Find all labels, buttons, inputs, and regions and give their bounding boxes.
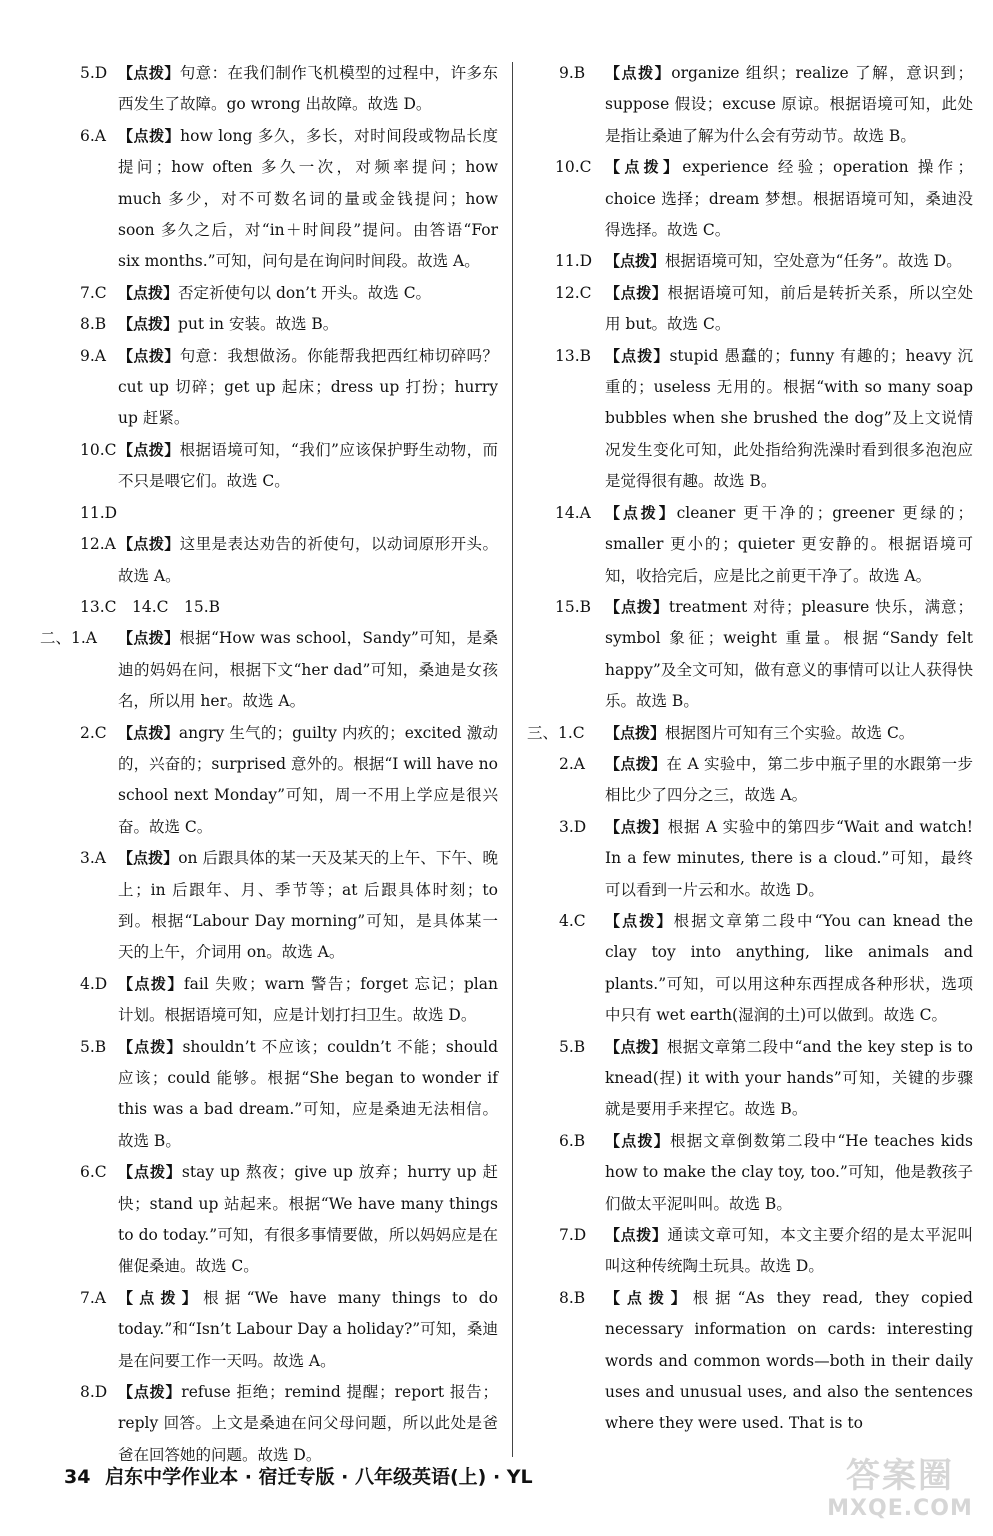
explanation-text: 在 A 实验中，第二步中瓶子里的水跟第一步相比少了四分之三，故选 A。: [605, 754, 973, 805]
answer-item: [40, 529, 498, 592]
hint-label: 【点拨】: [118, 346, 180, 365]
answer-number: 7.A: [80, 1288, 106, 1307]
hint-label: 【点拨】: [605, 1131, 670, 1150]
explanation-text: 句意：在我们制作飞机模型的过程中，许多东西发生了故障。go wrong 出故障。故选 D。: [118, 64, 498, 114]
answer-number: 4.D: [80, 974, 108, 993]
answer-item: [40, 623, 498, 717]
left-answer-column: [40, 58, 498, 1471]
answer-number: 7.C: [80, 283, 107, 302]
answer-number: 7.D: [559, 1226, 587, 1245]
watermark-url: MXQE.COM: [827, 1496, 973, 1521]
right-answer-column: [527, 58, 973, 1440]
hint-label: 【点拨】: [605, 283, 668, 302]
answer-item: [527, 718, 973, 749]
answer-item: [40, 1157, 498, 1283]
explanation-text: stupid 愚蠢的；funny 有趣的；heavy 沉重的；useless 无用的。根据“with so many soap bubbles when she brushed the dog”及上文说情况发生变化可知，此处指给狗洗澡时看到很多泡泡应是觉得很有趣。故选 B。: [605, 346, 973, 491]
explanation-text: refuse 拒绝；remind 提醒；report 报告；reply 回答。上文是桑迪在问父母问题，所以此处是爸爸在回答她的问题。故选 D。: [118, 1383, 498, 1464]
hint-label: 【点拨】: [605, 817, 668, 836]
explanation-text: 根据语境可知，前后是转折关系，所以空处用 but。故选 C。: [605, 283, 973, 334]
book-title: 启东中学作业本 · 宿迁专版 · 八年级英语(上) · YL: [105, 1466, 533, 1488]
answer-number: 8.B: [559, 1288, 586, 1307]
answer-item: [527, 812, 973, 906]
explanation-text: 根据文章第二段中“You can knead the clay toy into anything, like animals and plants.”可知，可以用这种东西捏成各种形状，选项中只有 wet earth(湿润的土)可以做到。故选 C。: [605, 911, 973, 1025]
hint-label: 【点拨】: [118, 283, 179, 302]
explanation-text: 根据文章倒数第二段中“He teaches kids how to make the clay toy, too.”可知，他是教孩子们做太平泥叫叫。故选 B。: [605, 1131, 973, 1213]
answer-number: 8.D: [80, 1383, 108, 1402]
hint-label: 【点拨】: [605, 754, 667, 773]
answer-item: [40, 278, 498, 309]
answer-number: 9.A: [80, 346, 106, 365]
answer-number: 6.C: [80, 1163, 107, 1182]
answer-number: 5.D: [80, 64, 108, 82]
answer-item: [40, 1032, 498, 1158]
answer-number: 5.B: [80, 1037, 107, 1056]
hint-label: 【点拨】: [605, 597, 669, 616]
answer-number: 6.B: [559, 1131, 586, 1150]
answer-item: [40, 592, 498, 623]
hint-label: 【点拨】: [605, 1288, 693, 1307]
answer-item: [527, 1283, 973, 1440]
answer-item: [40, 58, 498, 121]
answer-number: 13.B: [555, 346, 592, 365]
answer-number: 3.D: [559, 817, 587, 836]
explanation-text: 根据语境可知，“我们”应该保护野生动物，而不只是喂它们。故选 C。: [118, 440, 498, 491]
hint-label: 【点拨】: [605, 252, 666, 271]
answer-number: 二、1.A: [40, 629, 97, 648]
page-number: 34: [64, 1466, 91, 1488]
explanation-text: experience 经验；operation 操作；choice 选择；dream 梦想。根据语境可知，桑迪没得选择。故选 C。: [605, 158, 973, 240]
answer-number: 11.D: [555, 252, 593, 271]
answer-number: 4.C: [559, 911, 586, 930]
explanation-text: 根据文章第二段中“and the key step is to knead(捏) it with your hands”可知，关键的步骤就是要用手来捏它。故选 B。: [605, 1037, 973, 1119]
answer-number: 8.B: [80, 315, 107, 334]
answer-item: [40, 121, 498, 278]
answer-item: [40, 969, 498, 1032]
hint-label: 【点拨】: [118, 849, 179, 868]
answer-item: [527, 278, 973, 341]
hint-label: 【点拨】: [605, 346, 670, 365]
answer-item: [40, 309, 498, 340]
explanation-text: stay up 熬夜；give up 放弃；hurry up 赶快；stand up 站起来。根据“We have many things to do today.”可知，有很多事情要做，所以妈妈应是在催促桑迪。故选 C。: [118, 1163, 498, 1276]
hint-label: 【点拨】: [118, 1037, 183, 1056]
explanation-text: 通读文章可知，本文主要介绍的是太平泥叫叫这种传统陶土玩具。故选 D。: [605, 1226, 973, 1276]
explanation-text: cleaner 更干净的；greener 更绿的；smaller 更小的；quieter 更安静的。根据语境可知，收拾完后，应是比之前更干净了。故选 A。: [605, 503, 973, 585]
answer-item: [40, 435, 498, 498]
answer-item: [40, 1377, 498, 1471]
hint-label: 【点拨】: [118, 1288, 204, 1307]
explanation-text: 根据语境可知，空处意为“任务”。故选 D。: [665, 252, 962, 271]
explanation-text: on 后跟具体的某一天及某天的上午、下午、晚上；in 后跟年、月、季节等；at 后跟具体时刻；to 到。根据“Labour Day morning”可知，是具体某一天的上午，介词用 on。故选 A。: [118, 849, 498, 962]
hint-label: 【点拨】: [118, 629, 180, 648]
answer-item: [527, 749, 973, 812]
explanation-text: 这里是表达劝告的祈使句，以动词原形开头。故选 A。: [118, 535, 498, 585]
hint-label: 【点拨】: [605, 158, 683, 177]
answer-item: [527, 1220, 973, 1283]
column-divider: [512, 62, 513, 1457]
explanation-text: put in 安装。故选 B。: [178, 315, 339, 334]
hint-label: 【点拨】: [118, 64, 180, 82]
answer-item: [40, 498, 498, 529]
answer-item: [527, 906, 973, 1032]
explanation-text: 根据图片可知有三个实验。故选 C。: [665, 723, 915, 742]
hint-label: 【点拨】: [605, 1037, 667, 1056]
answer-number: 三、1.C: [527, 723, 585, 742]
hint-label: 【点拨】: [118, 440, 180, 459]
answer-item: [527, 1126, 973, 1220]
answer-number: 15.B: [555, 597, 592, 616]
page-footer: [64, 1462, 533, 1489]
answer-item: [527, 341, 973, 498]
explanation-text: angry 生气的；guilty 内疚的；excited 激动的，兴奋的；surprised 意外的。根据“I will have no school next Monday”可知，周一不用上学应是很兴奋。故选 C。: [118, 723, 498, 836]
answer-item: [40, 341, 498, 435]
hint-label: 【点拨】: [118, 1163, 182, 1182]
answer-number: 13.C 14.C 15.B: [80, 597, 221, 616]
hint-label: 【点拨】: [605, 723, 666, 742]
watermark-logo: [825, 1456, 975, 1528]
answer-number: 5.B: [559, 1037, 586, 1056]
explanation-text: fail 失败；warn 警告；forget 忘记；plan 计划。根据语境可知，应是计划打扫卫生。故选 D。: [118, 974, 498, 1025]
explanation-text: treatment 对待；pleasure 快乐，满意；symbol 象征；weight 重量。根据“Sandy felt happy”及全文可知，做有意义的事情可以让人获得快乐。故选 B。: [605, 597, 973, 711]
answer-item: [527, 592, 973, 718]
answer-number: 11.D: [80, 503, 118, 522]
hint-label: 【点拨】: [605, 64, 672, 82]
answer-number: 6.A: [80, 126, 106, 145]
answer-item: [527, 246, 973, 277]
hint-label: 【点拨】: [118, 315, 179, 334]
answer-number: 3.A: [80, 849, 106, 868]
explanation-text: 根据 A 实验中的第四步“Wait and watch! In a few minutes, there is a cloud.”可知，最终可以看到一片云和水。故选 D。: [605, 817, 973, 899]
hint-label: 【点拨】: [605, 911, 674, 930]
hint-label: 【点拨】: [118, 723, 179, 742]
answer-number: 9.B: [559, 64, 586, 82]
answer-item: [527, 1032, 973, 1126]
answer-number: 2.A: [559, 754, 585, 773]
answer-item: [40, 718, 498, 844]
hint-label: 【点拨】: [118, 974, 184, 993]
explanation-text: 否定祈使句以 don’t 开头。故选 C。: [178, 283, 432, 302]
answer-number: 10.C: [80, 440, 117, 459]
hint-label: 【点拨】: [605, 503, 677, 522]
hint-label: 【点拨】: [118, 126, 181, 145]
explanation-text: how long 多久，多长，对时间段或物品长度提问；how often 多久一次，对频率提问；how much 多少，对不可数名词的量或金钱提问；how soon 多久之后，对“in＋时间段”提问。由答语“For six months.”可知，问句是在询问时间段。故选 A。: [118, 126, 498, 271]
answer-item: [527, 498, 973, 592]
answer-item: [40, 843, 498, 969]
answer-item: [527, 152, 973, 246]
hint-label: 【点拨】: [118, 535, 180, 554]
answer-number: 14.A: [555, 503, 591, 522]
watermark-logo-text: 答案圈: [846, 1456, 954, 1496]
explanation-text: 句意：我想做汤。你能帮我把西红柿切碎吗？cut up 切碎；get up 起床；dress up 打扮；hurry up 赶紧。: [118, 346, 498, 428]
explanation-text: 根据“We have many things to do today.”和“Isn’t Labour Day a holiday?”可知，桑迪是在问要工作一天吗。故选 A。: [118, 1288, 498, 1370]
explanation-text: organize 组织；realize 了解，意识到；suppose 假设；excuse 原谅。根据语境可知，此处是指让桑迪了解为什么会有劳动节。故选 B。: [605, 64, 973, 145]
hint-label: 【点拨】: [118, 1383, 182, 1402]
explanation-text: 根据“How was school，Sandy”可知，是桑迪的妈妈在问，根据下文“her dad”可知，桑迪是女孩名，所以用 her。故选 A。: [118, 629, 498, 711]
hint-label: 【点拨】: [605, 1226, 668, 1245]
answer-item: [40, 1283, 498, 1377]
answer-item: [527, 58, 973, 152]
answer-number: 2.C: [80, 723, 107, 742]
explanation-text: 根据“As they read, they copied necessary information on cards: interesting words and common words—both in their daily uses and unusual uses, and also the sentences where they were used. That is to: [605, 1288, 973, 1433]
answer-number: 12.A: [80, 535, 116, 554]
answer-number: 12.C: [555, 283, 592, 302]
answer-number: 10.C: [555, 158, 592, 177]
explanation-text: shouldn’t 不应该；couldn’t 不能；should 应该；could 能够。根据“She began to wonder if this was a bad dream.”可知，应是桑迪无法相信。故选 B。: [118, 1037, 498, 1150]
